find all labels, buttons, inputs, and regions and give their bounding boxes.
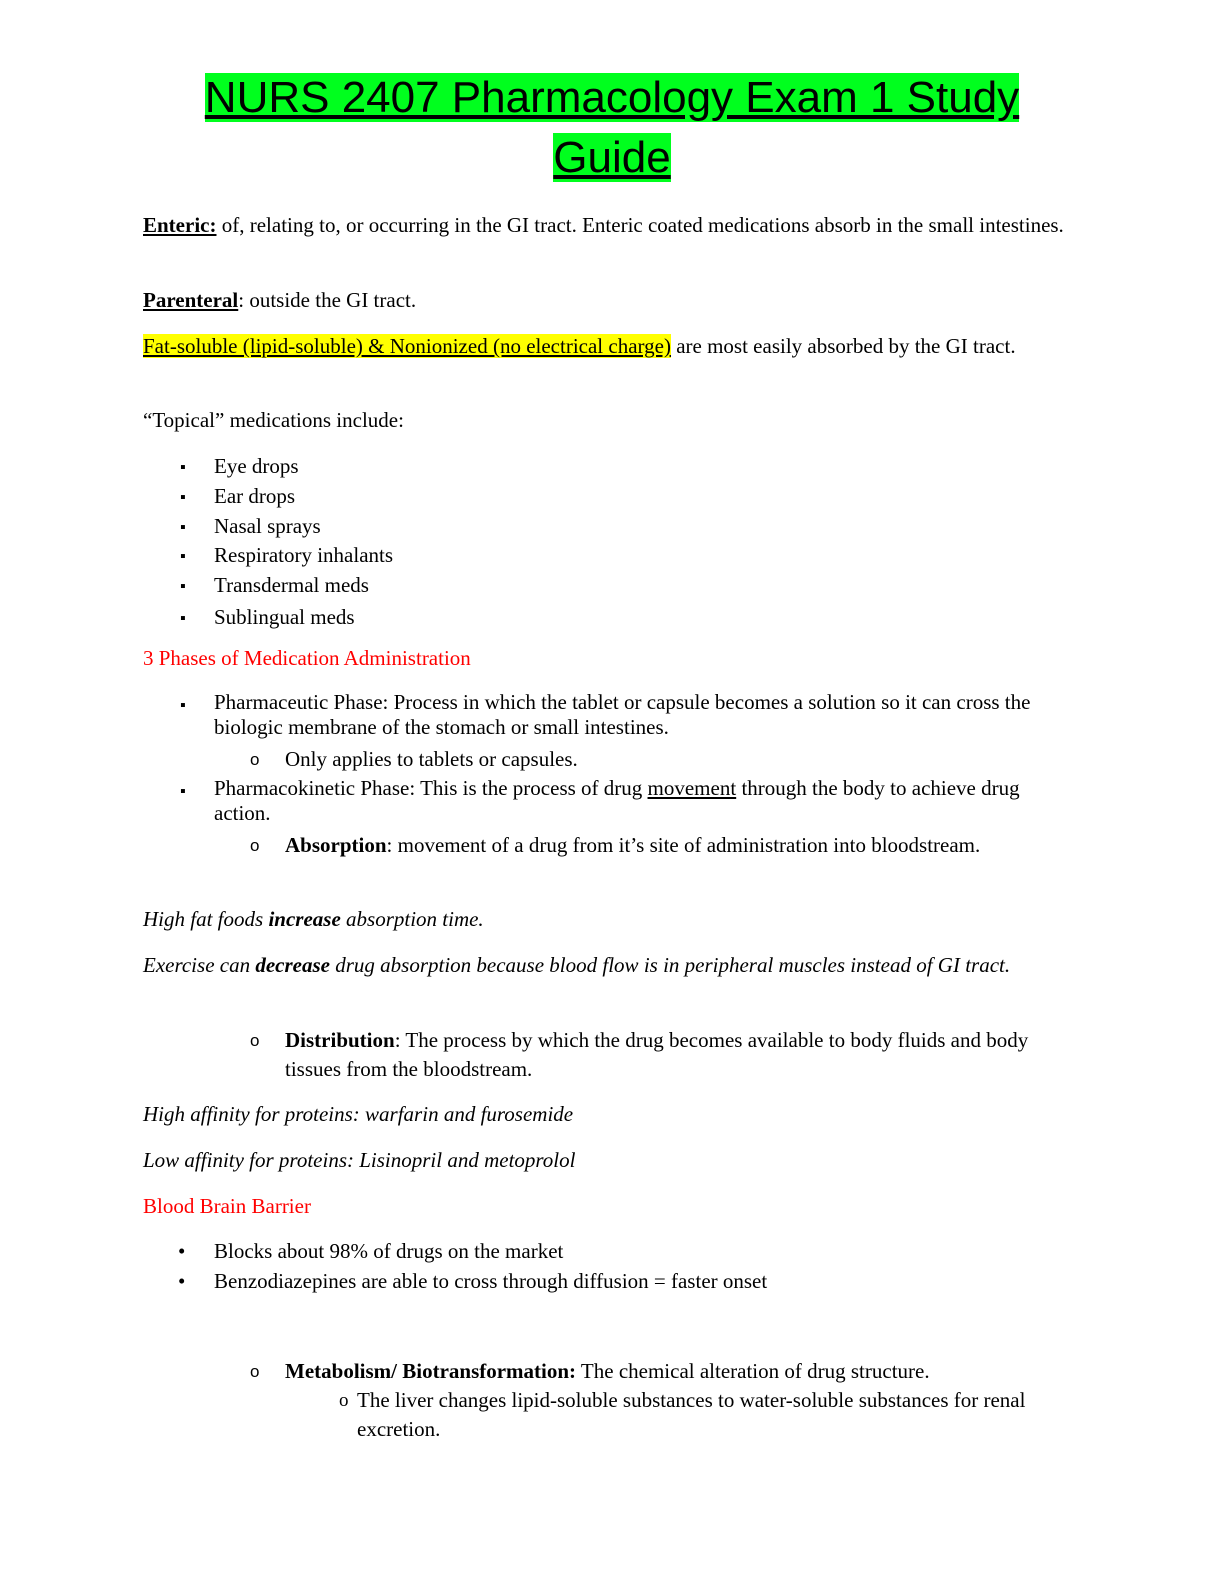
absorption-term: Absorption: [285, 833, 387, 857]
topical-intro: “Topical” medications include:: [143, 408, 404, 432]
absorption-note-rest: are most easily absorbed by the GI tract.: [670, 334, 1016, 358]
bullet-icon: ▪: [180, 519, 186, 536]
list-item: Ear drops: [214, 484, 296, 508]
metabolism-item: [285, 1357, 1085, 1386]
pharmaceutic-phase: Pharmaceutic Phase: Process in which the tablet or capsule becomes a solution so it can cross the biologic membrane of the stomach or small intestines.: [214, 690, 1031, 739]
distribution-term: Distribution: [285, 1028, 395, 1052]
pharmacokinetic-text: Pharmacokinetic Phase: This is the process of drug: [214, 776, 648, 800]
absorption-highlight: Fat-soluble (lipid-soluble) & Nonionized (no electrical charge): [143, 334, 671, 358]
pharmacokinetic-movement: movement: [647, 776, 737, 800]
title-line-2: Guide: [553, 133, 671, 182]
pharmacokinetic-text-end: through the body to achieve drug action.: [214, 776, 1020, 825]
sub-bullet-icon: o: [250, 1031, 260, 1050]
list-item: Transdermal meds: [214, 573, 369, 597]
metabolism-sub: The liver changes lipid-soluble substances to water-soluble substances for renal excretion.: [357, 1388, 1026, 1441]
note-text: absorption time.: [340, 907, 484, 931]
enteric-term: Enteric:: [143, 213, 217, 237]
note-emphasis: decrease: [255, 953, 330, 977]
distribution-definition: : The process by which the drug becomes available to body fluids and body tissues from the bloodstream.: [285, 1028, 1029, 1081]
exercise-note: [143, 951, 1083, 980]
metabolism-term: Metabolism/ Biotransformation:: [285, 1359, 577, 1383]
bbb-heading: Blood Brain Barrier: [143, 1194, 311, 1218]
parenteral-paragraph: [143, 286, 1083, 315]
note-text: Exercise can: [143, 953, 256, 977]
pharmacokinetic-phase: [214, 776, 1064, 826]
note-text: High fat foods: [143, 907, 269, 931]
bullet-icon: ▪: [180, 578, 186, 595]
sub-bullet-icon: o: [250, 750, 260, 769]
bullet-icon: ▪: [180, 610, 186, 627]
sub-bullet-icon: o: [250, 836, 260, 855]
sub-bullet-icon: o: [250, 1362, 260, 1381]
list-item: Eye drops: [214, 454, 299, 478]
bbb-item: Benzodiazepines are able to cross through diffusion = faster onset: [214, 1269, 768, 1293]
low-affinity-note: Low affinity for proteins: Lisinopril and metoprolol: [143, 1148, 576, 1172]
high-fat-note: [143, 905, 1083, 934]
pharmaceutic-sub: Only applies to tablets or capsules.: [285, 747, 578, 771]
list-item: Respiratory inhalants: [214, 543, 394, 567]
absorption-item: [285, 831, 985, 860]
bullet-icon: •: [178, 1269, 186, 1293]
list-item: Sublingual meds: [214, 605, 355, 629]
parenteral-definition: : outside the GI tract.: [238, 288, 417, 312]
bullet-icon: ▪: [180, 783, 186, 800]
distribution-item: [285, 1026, 1055, 1084]
title-line-1: NURS 2407 Pharmacology Exam 1 Study: [204, 73, 1020, 122]
bullet-icon: ▪: [180, 489, 186, 506]
absorption-note: [143, 332, 1083, 361]
bullet-icon: ▪: [180, 697, 186, 714]
bullet-icon: ▪: [180, 459, 186, 476]
bbb-item: Blocks about 98% of drugs on the market: [214, 1239, 564, 1263]
absorption-definition: : movement of a drug from it’s site of administration into bloodstream.: [386, 833, 981, 857]
metabolism-definition: The chemical alteration of drug structure.: [576, 1359, 930, 1383]
list-item: Nasal sprays: [214, 514, 321, 538]
high-affinity-note: High affinity for proteins: warfarin and furosemide: [143, 1102, 574, 1126]
bullet-icon: ▪: [180, 548, 186, 565]
document-title: [0, 68, 1224, 188]
phases-heading: 3 Phases of Medication Administration: [143, 646, 471, 670]
parenteral-term: Parenteral: [143, 288, 239, 312]
note-emphasis: increase: [268, 907, 341, 931]
note-text: drug absorption because blood flow is in peripheral muscles instead of GI tract.: [329, 953, 1011, 977]
sub-sub-bullet-icon: o: [339, 1390, 349, 1411]
bullet-icon: •: [178, 1239, 186, 1263]
enteric-definition: of, relating to, or occurring in the GI tract. Enteric coated medications absorb in the small intestines.: [216, 213, 1064, 237]
enteric-paragraph: [143, 211, 1083, 240]
